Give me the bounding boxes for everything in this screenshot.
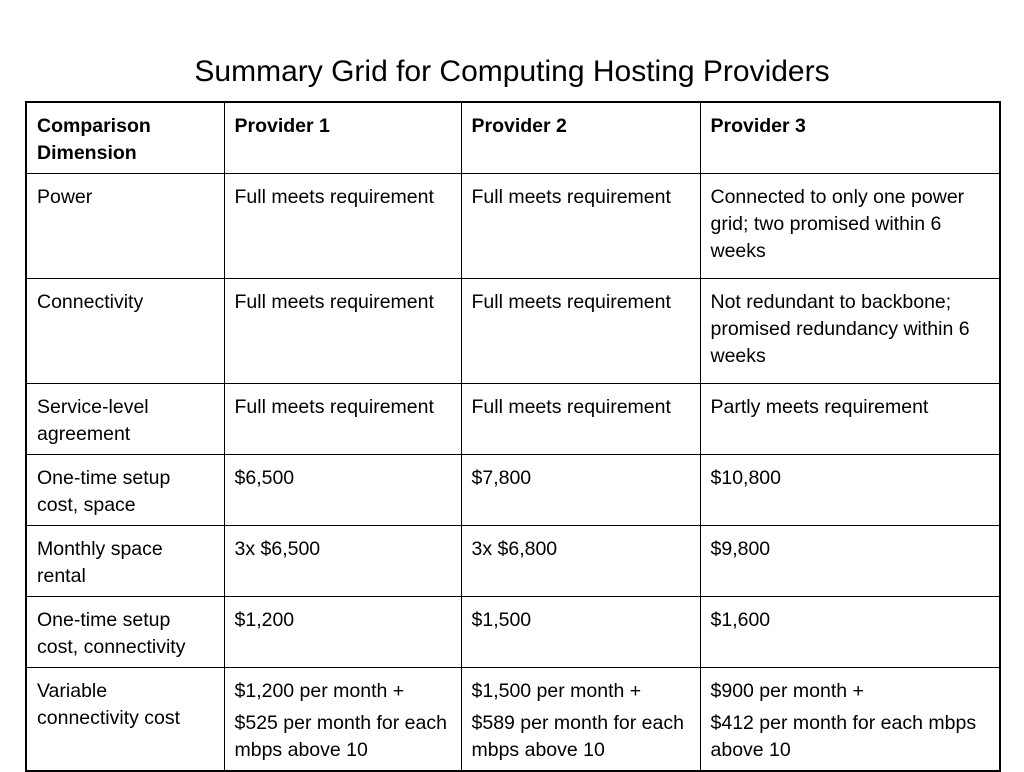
table-cell (224, 668, 461, 772)
table-cell: $10,800 (700, 455, 1000, 526)
table-cell: Full meets requirement (224, 279, 461, 384)
cell-line: $589 per month for each mbps above 10 (471, 712, 684, 761)
table-row (26, 668, 1000, 772)
table-cell: $1,600 (700, 597, 1000, 668)
table-row (26, 279, 1000, 384)
table-cell (461, 668, 700, 772)
table-row (26, 455, 1000, 526)
cell-line: $900 per month + (710, 680, 864, 702)
table-row (26, 526, 1000, 597)
table-cell: Full meets requirement (461, 279, 700, 384)
row-label: Service-level agreement (26, 384, 224, 455)
table-row (26, 174, 1000, 279)
table-cell: $6,500 (224, 455, 461, 526)
page-title: Summary Grid for Computing Hosting Providers (194, 55, 830, 88)
table-cell: Connected to only one power grid; two promised within 6 weeks (700, 174, 1000, 279)
row-label: One-time setup cost, space (26, 455, 224, 526)
table-header-row (26, 102, 1000, 174)
table-cell: $7,800 (461, 455, 700, 526)
row-label: Variable connectivity cost (26, 668, 224, 772)
table-cell: Partly meets requirement (700, 384, 1000, 455)
row-label: One-time setup cost, connectivity (26, 597, 224, 668)
header-provider-1: Provider 1 (224, 102, 461, 174)
table-cell: 3x $6,800 (461, 526, 700, 597)
table-cell: 3x $6,500 (224, 526, 461, 597)
table-cell (700, 668, 1000, 772)
table-row (26, 384, 1000, 455)
row-label: Connectivity (26, 279, 224, 384)
header-provider-3: Provider 3 (700, 102, 1000, 174)
row-label: Monthly space rental (26, 526, 224, 597)
header-comparison-dimension: Comparison Dimension (26, 102, 224, 174)
table-cell: $1,500 (461, 597, 700, 668)
table-cell: Full meets requirement (224, 174, 461, 279)
cell-line: $1,500 per month + (471, 680, 642, 702)
table-cell: $1,200 (224, 597, 461, 668)
cell-line: $412 per month for each mbps above 10 (710, 712, 977, 761)
cell-line: $525 per month for each mbps above 10 (234, 712, 447, 761)
table-cell: Full meets requirement (461, 174, 700, 279)
table-cell: Full meets requirement (461, 384, 700, 455)
comparison-table (25, 101, 1001, 772)
header-provider-2: Provider 2 (461, 102, 700, 174)
table-row (26, 597, 1000, 668)
table-cell: Not redundant to backbone; promised redundancy within 6 weeks (700, 279, 1000, 384)
table-cell: $9,800 (700, 526, 1000, 597)
row-label: Power (26, 174, 224, 279)
cell-line: $1,200 per month + (234, 680, 405, 702)
table-cell: Full meets requirement (224, 384, 461, 455)
